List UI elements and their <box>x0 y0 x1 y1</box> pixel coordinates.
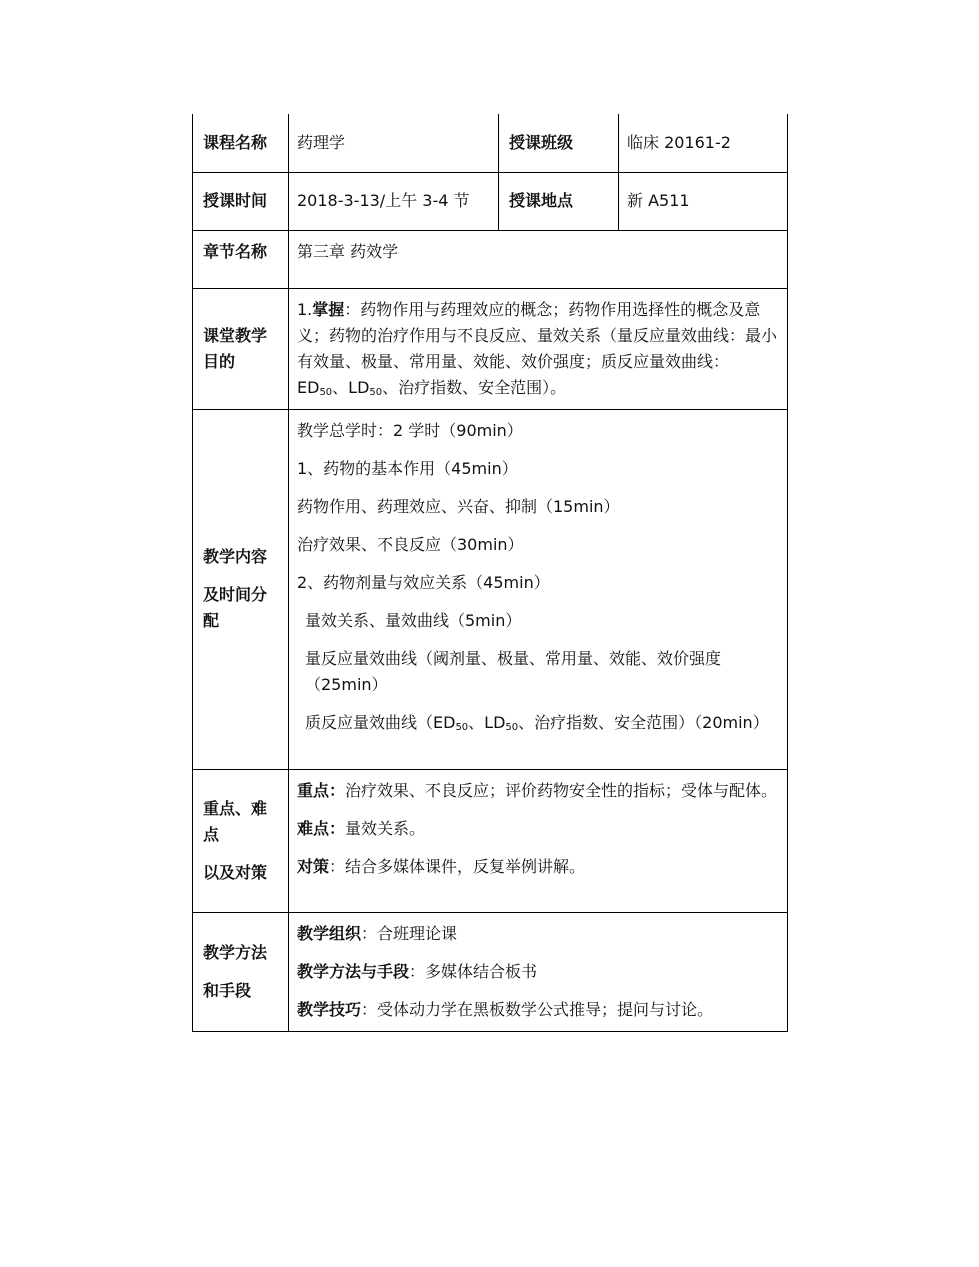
method-label-line-1: 教学方法 <box>203 942 268 962</box>
focus-strategy <box>297 854 779 880</box>
strategy-label: 对策 <box>297 856 330 876</box>
method-organization <box>297 921 779 947</box>
objective-sub-1: 50 <box>319 386 333 398</box>
difficulty-label: 难点： <box>297 818 346 838</box>
method-label <box>193 912 289 1031</box>
chapter-value: 第三章 药效学 <box>289 230 788 288</box>
content-item-2a: 量效关系、量效曲线（5min） <box>305 610 522 630</box>
content-item-2b: 量反应量效曲线（阈剂量、极量、常用量、效能、效价强度（25min） <box>305 648 722 694</box>
content-item-1b: 治疗效果、不良反应（30min） <box>297 534 524 554</box>
content-item-2: 2、药物剂量与效应关系（45min） <box>297 572 550 592</box>
means-text: ：多媒体结合板书 <box>409 961 538 981</box>
content-value <box>289 409 788 769</box>
difficulty-text: 量效关系。 <box>345 818 426 838</box>
objective-key: 掌握 <box>312 299 345 319</box>
organization-text: ：合班理论课 <box>361 923 458 943</box>
key-point-label: 重点： <box>297 780 346 800</box>
means-label: 教学方法与手段 <box>297 961 410 981</box>
focus-label-line-3: 以及对策 <box>203 862 268 882</box>
focus-label <box>193 769 289 912</box>
objective-label: 课堂教学目的 <box>193 288 289 409</box>
method-label-line-2: 和手段 <box>203 980 252 1000</box>
row-focus <box>193 769 788 912</box>
class-label: 授课班级 <box>499 114 619 172</box>
content-item-2c <box>297 710 779 736</box>
key-point-text: 治疗效果、不良反应；评价药物安全性的指标；受体与配体。 <box>345 780 778 800</box>
content-label <box>193 409 289 769</box>
content-label-line-1: 教学内容 <box>203 547 268 566</box>
objective-sub-2: 50 <box>369 386 383 398</box>
focus-label-line-2: 点 <box>203 824 220 844</box>
focus-difficulty <box>297 816 779 842</box>
objective-text-c: 、治疗指数、安全范围）。 <box>382 377 567 397</box>
content-item-2c-a: 质反应量效曲线（ED <box>305 712 456 732</box>
content-item-2c-b: 、LD <box>468 712 506 732</box>
objective-value <box>289 288 788 409</box>
row-objective <box>193 288 788 409</box>
skill-label: 教学技巧 <box>297 999 362 1019</box>
objective-text-b: 、LD <box>332 377 370 397</box>
place-value: 新 A511 <box>619 172 788 230</box>
objective-prefix: 1. <box>297 299 313 319</box>
time-label: 授课时间 <box>193 172 289 230</box>
place-label: 授课地点 <box>499 172 619 230</box>
chapter-label: 章节名称 <box>193 230 289 288</box>
content-item-2c-sub-2: 50 <box>505 721 519 733</box>
class-value: 临床 20161-2 <box>619 114 788 172</box>
objective-text-a: ：药物作用与药理效应的概念；药物作用选择性的概念及意义；药物的治疗作用与不良反应、量效关系（量反应量效曲线：最小有效量、极量、常用量、效能、效价强度；质反应量效曲线：ED <box>297 299 778 397</box>
method-means <box>297 959 779 985</box>
course-name-label: 课程名称 <box>193 114 289 172</box>
row-chapter <box>193 230 788 288</box>
row-course <box>193 114 788 172</box>
content-item-2c-c: 、治疗指数、安全范围）（20min） <box>518 712 769 732</box>
content-item-1: 1、药物的基本作用（45min） <box>297 458 518 478</box>
row-method <box>193 912 788 1031</box>
organization-label: 教学组织 <box>297 923 362 943</box>
content-label-line-3: 配 <box>203 611 220 630</box>
focus-value <box>289 769 788 912</box>
row-content <box>193 409 788 769</box>
strategy-text: ：结合多媒体课件，反复举例讲解。 <box>329 856 586 876</box>
content-item-1a: 药物作用、药理效应、兴奋、抑制（15min） <box>297 496 620 516</box>
content-label-line-2: 及时间分 <box>203 585 268 604</box>
row-time <box>193 172 788 230</box>
method-value <box>289 912 788 1031</box>
content-item-2c-sub-1: 50 <box>455 721 469 733</box>
focus-label-line-1: 重点、难 <box>203 798 268 818</box>
skill-text: ：受体动力学在黑板数学公式推导；提问与讨论。 <box>361 999 714 1019</box>
focus-key-point <box>297 778 779 804</box>
method-skill <box>297 997 779 1023</box>
lesson-plan-table <box>192 114 788 1032</box>
time-value: 2018-3-13/上午 3-4 节 <box>289 172 499 230</box>
course-name-value: 药理学 <box>289 114 499 172</box>
content-total: 教学总学时：2 学时（90min） <box>297 420 523 440</box>
